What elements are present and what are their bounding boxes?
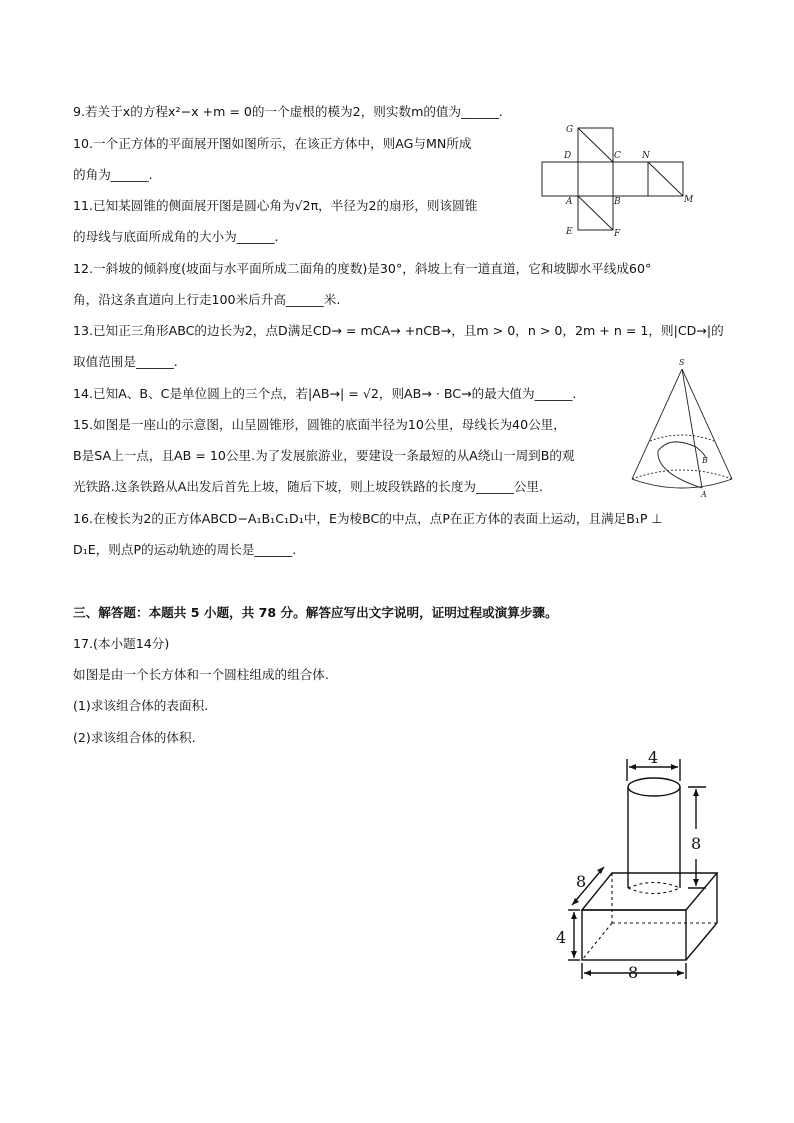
question-13-cont: 取值范围是______.: [73, 354, 178, 369]
question-15-cont: B是SA上一点，且AB = 10公里.为了发展旅游业，要建设一条最短的从A绕山一周到B的观: [73, 448, 575, 463]
question-10-cont: 的角为______.: [73, 167, 153, 182]
dim-cylinder-diameter: 4: [648, 748, 659, 767]
label-A: A: [701, 490, 707, 499]
label-D: D: [564, 151, 572, 161]
label-A: A: [566, 197, 573, 207]
question-15: 15.如图是一座山的示意图，山呈圆锥形，圆锥的底面半径为10公里，母线长为40公里，: [73, 417, 566, 432]
question-12-cont: 角，沿这条直道向上行走100米后升高______米.: [73, 292, 341, 307]
question-17-part1: (1)求该组合体的表面积.: [73, 698, 209, 713]
question-16-cont: D₁E，则点P的运动轨迹的周长是______.: [73, 542, 297, 557]
dim-cylinder-height: 8: [691, 834, 702, 853]
label-B: B: [702, 456, 708, 465]
dim-box-depth: 8: [576, 872, 587, 891]
question-14: 14.已知A、B、C是单位圆上的三个点，若|AB→| = √2，则AB→ · BC→的最大值为______.: [73, 386, 577, 401]
cone-figure: [626, 355, 741, 505]
question-17-body: 如图是由一个长方体和一个圆柱组成的组合体.: [73, 667, 329, 682]
label-C: C: [614, 151, 621, 161]
question-15-cont2: 光铁路.这条铁路从A出发后首先上坡，随后下坡，则上坡段铁路的长度为______公里.: [73, 479, 543, 494]
question-17-title: 17.(本小题14分): [73, 636, 170, 651]
dim-box-height: 4: [556, 928, 567, 947]
label-M: M: [684, 195, 694, 205]
composite-solid-figure: [550, 745, 730, 985]
question-10: 10.一个正方体的平面展开图如图所示，在该正方体中，则AG与MN所成: [73, 136, 472, 151]
label-F: F: [614, 229, 621, 239]
label-N: N: [642, 151, 650, 161]
label-S: S: [679, 358, 685, 367]
question-12: 12.一斜坡的倾斜度(坡面与水平面所成二面角的度数)是30°，斜坡上有一道直道，它和坡脚水平线成60°: [73, 261, 652, 276]
question-11: 11.已知某圆锥的侧面展开图是圆心角为√2π，半径为2的扇形，则该圆锥: [73, 198, 478, 213]
question-17-part2: (2)求该组合体的体积.: [73, 730, 196, 745]
dim-box-width: 8: [628, 963, 639, 982]
question-16: 16.在棱长为2的正方体ABCD−A₁B₁C₁D₁中，E为棱BC的中点，点P在正方体的表面上运动，且满足B₁P ⊥: [73, 511, 663, 526]
question-9: 9.若关于x的方程x²−x +m = 0的一个虚根的模为2，则实数m的值为______.: [73, 104, 503, 119]
label-B: B: [614, 197, 621, 207]
label-E: E: [566, 227, 573, 237]
question-11-cont: 的母线与底面所成角的大小为______.: [73, 229, 279, 244]
cube-net-figure: [530, 120, 710, 240]
label-G: G: [566, 125, 574, 135]
section-3-heading: 三、解答题：本题共 5 小题，共 78 分。解答应写出文字说明，证明过程或演算步骤。: [73, 605, 558, 620]
question-13: 13.已知正三角形ABC的边长为2，点D满足CD→ = mCA→ +nCB→，且m > 0，n > 0，2m + n = 1，则|CD→|的: [73, 323, 724, 338]
